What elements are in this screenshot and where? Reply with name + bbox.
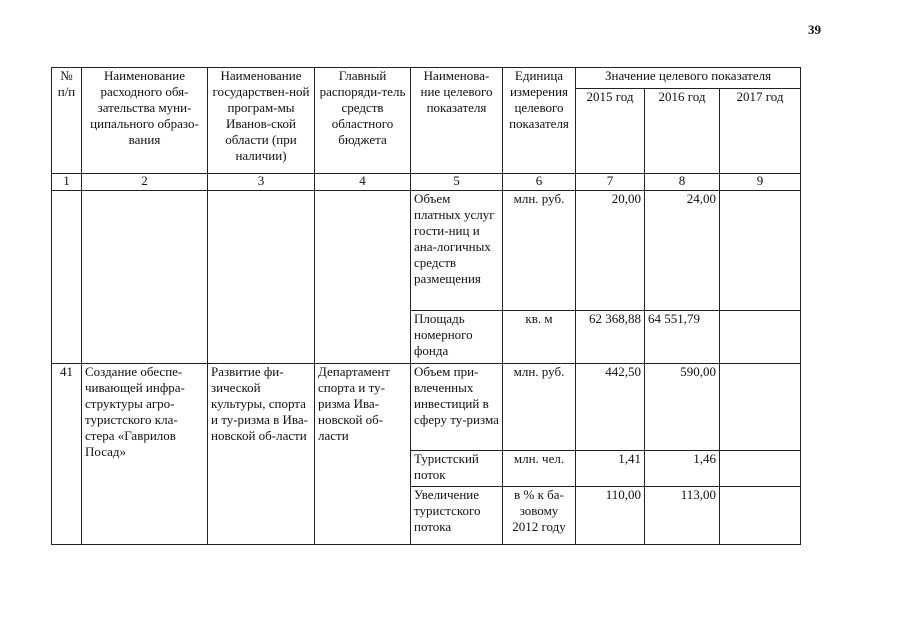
header-indicator-name: Наименова-ние целевого показателя xyxy=(411,68,503,174)
indicator-table xyxy=(51,67,801,545)
cell-value-2016: 113,00 xyxy=(645,487,720,545)
cell-value-2015: 442,50 xyxy=(576,364,645,451)
cell-indicator: Объем при-влеченных инвестиций в сферу ту-ризма xyxy=(411,364,503,451)
cell-no-empty xyxy=(52,191,82,364)
column-number: 7 xyxy=(576,174,645,191)
cell-indicator: Туристский поток xyxy=(411,451,503,487)
column-number-row xyxy=(52,174,801,191)
page-number: 39 xyxy=(808,22,821,37)
column-number: 5 xyxy=(411,174,503,191)
cell-indicator: Увеличение туристского потока xyxy=(411,487,503,545)
header-indicator-value: Значение целевого показателя xyxy=(576,68,801,89)
header-unit: Единица измерения целевого показателя xyxy=(503,68,576,174)
cell-value-2017 xyxy=(720,451,801,487)
cell-chief-manager-empty xyxy=(315,191,411,364)
cell-value-2017 xyxy=(720,311,801,364)
cell-expense-obligation-empty xyxy=(82,191,208,364)
header-no: № п/п xyxy=(52,68,82,174)
cell-unit: кв. м xyxy=(503,311,576,364)
cell-state-program: Развитие фи-зической культуры, спорта и ту-ризма в Ива-новской об-ласти xyxy=(208,364,315,545)
header-year-2017: 2017 год xyxy=(720,89,801,174)
cell-unit: млн. руб. xyxy=(503,364,576,451)
cell-value-2016: 64 551,79 xyxy=(645,311,720,364)
cell-value-2015: 62 368,88 xyxy=(576,311,645,364)
header-expense-obligation: Наименование расходного обя-зательства муни-ципального образо-вания xyxy=(82,68,208,174)
column-number: 9 xyxy=(720,174,801,191)
column-number: 3 xyxy=(208,174,315,191)
cell-value-2015: 20,00 xyxy=(576,191,645,311)
cell-value-2016: 24,00 xyxy=(645,191,720,311)
cell-chief-manager: Департамент спорта и ту-ризма Ива-новской об-ласти xyxy=(315,364,411,545)
cell-value-2017 xyxy=(720,487,801,545)
cell-value-2017 xyxy=(720,191,801,311)
cell-no: 41 xyxy=(52,364,82,545)
cell-indicator: Объем платных услуг гости-ниц и ана-логичных средств размещения xyxy=(411,191,503,311)
header-chief-manager: Главный распоряди-тель средств областного бюджета xyxy=(315,68,411,174)
cell-unit: в % к ба-зовому 2012 году xyxy=(503,487,576,545)
cell-value-2015: 110,00 xyxy=(576,487,645,545)
cell-unit: млн. чел. xyxy=(503,451,576,487)
table-row xyxy=(52,191,801,311)
cell-value-2017 xyxy=(720,364,801,451)
cell-unit: млн. руб. xyxy=(503,191,576,311)
column-number: 2 xyxy=(82,174,208,191)
cell-value-2015: 1,41 xyxy=(576,451,645,487)
header-year-2015: 2015 год xyxy=(576,89,645,174)
cell-indicator: Площадь номерного фонда xyxy=(411,311,503,364)
header-row-top xyxy=(52,68,801,89)
header-year-2016: 2016 год xyxy=(645,89,720,174)
column-number: 6 xyxy=(503,174,576,191)
cell-value-2016: 590,00 xyxy=(645,364,720,451)
column-number: 1 xyxy=(52,174,82,191)
header-state-program: Наименование государствен-ной програм-мы Иванов-ской области (при наличии) xyxy=(208,68,315,174)
cell-value-2016: 1,46 xyxy=(645,451,720,487)
column-number: 8 xyxy=(645,174,720,191)
table-row xyxy=(52,364,801,451)
column-number: 4 xyxy=(315,174,411,191)
cell-state-program-empty xyxy=(208,191,315,364)
cell-expense-obligation: Создание обеспе-чивающей инфра-структуры агро-туристского кла-стера «Гаврилов Посад» xyxy=(82,364,208,545)
